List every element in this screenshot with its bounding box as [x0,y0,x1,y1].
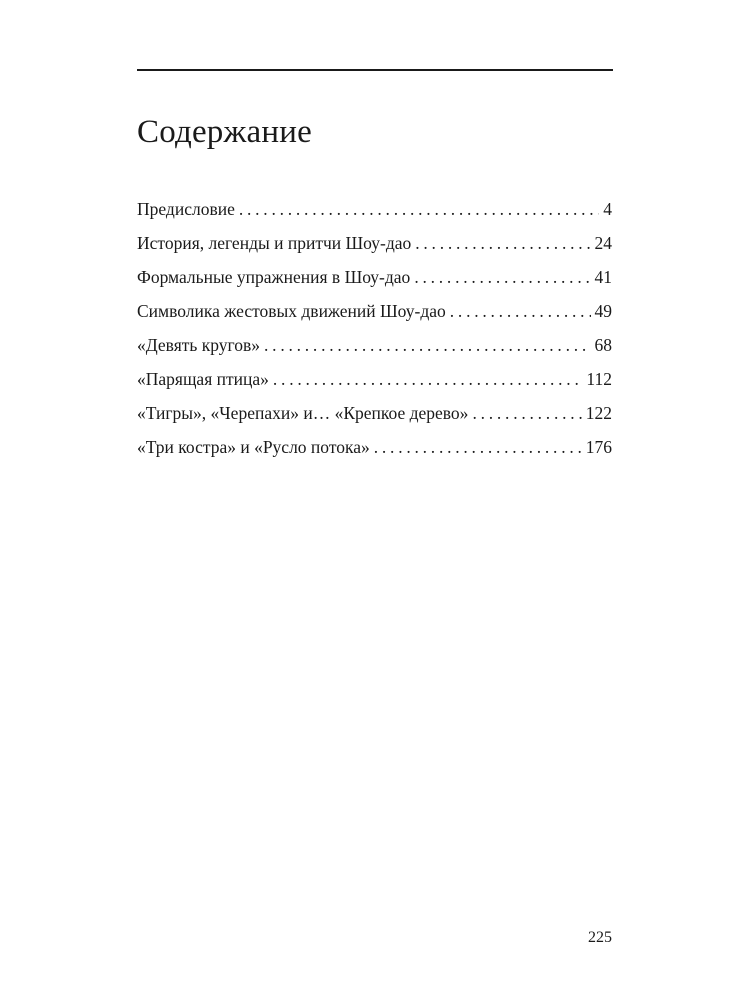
toc-entry-title: «Тигры», «Черепахи» и… «Крепкое дерево» [137,403,469,423]
toc-dot-leader [415,226,590,260]
toc-dot-leader [264,328,590,362]
toc-dot-leader [374,430,582,464]
toc-entry[interactable] [137,430,612,464]
toc-entry-page: 24 [594,233,612,253]
toc-dot-leader [414,260,590,294]
toc-entry[interactable] [137,260,612,294]
toc-entry-title: «Девять кругов» [137,335,261,355]
toc-dot-leader [273,362,583,396]
page-number: 225 [588,929,612,946]
toc-entry-page: 49 [594,301,612,321]
toc-entry-title: Предисловие [137,199,235,219]
toc-entry[interactable] [137,226,612,260]
toc-dot-leader [450,294,591,328]
table-of-contents [137,192,612,464]
toc-entry-title: «Парящая птица» [137,369,269,389]
toc-entry-page: 4 [603,199,612,219]
toc-entry[interactable] [137,192,612,226]
toc-entry-page: 41 [594,267,612,287]
toc-entry[interactable] [137,396,612,430]
toc-entry-page: 176 [585,437,612,457]
toc-entry[interactable] [137,328,612,362]
toc-entry-page: 112 [586,369,612,389]
toc-entry-title: Формальные упражнения в Шоу-дао [137,267,411,287]
toc-dot-leader [239,192,599,226]
toc-dot-leader [472,396,581,430]
toc-entry-page: 122 [585,403,612,423]
toc-entry-title: История, легенды и притчи Шоу-дао [137,233,412,253]
toc-entry-title: Символика жестовых движений Шоу-дао [137,301,446,321]
toc-entry-page: 68 [594,335,612,355]
toc-entry[interactable] [137,294,612,328]
toc-entry[interactable] [137,362,612,396]
top-rule-divider [137,69,613,71]
toc-entry-title: «Три костра» и «Русло потока» [137,437,370,457]
page-title: Содержание [137,114,312,150]
